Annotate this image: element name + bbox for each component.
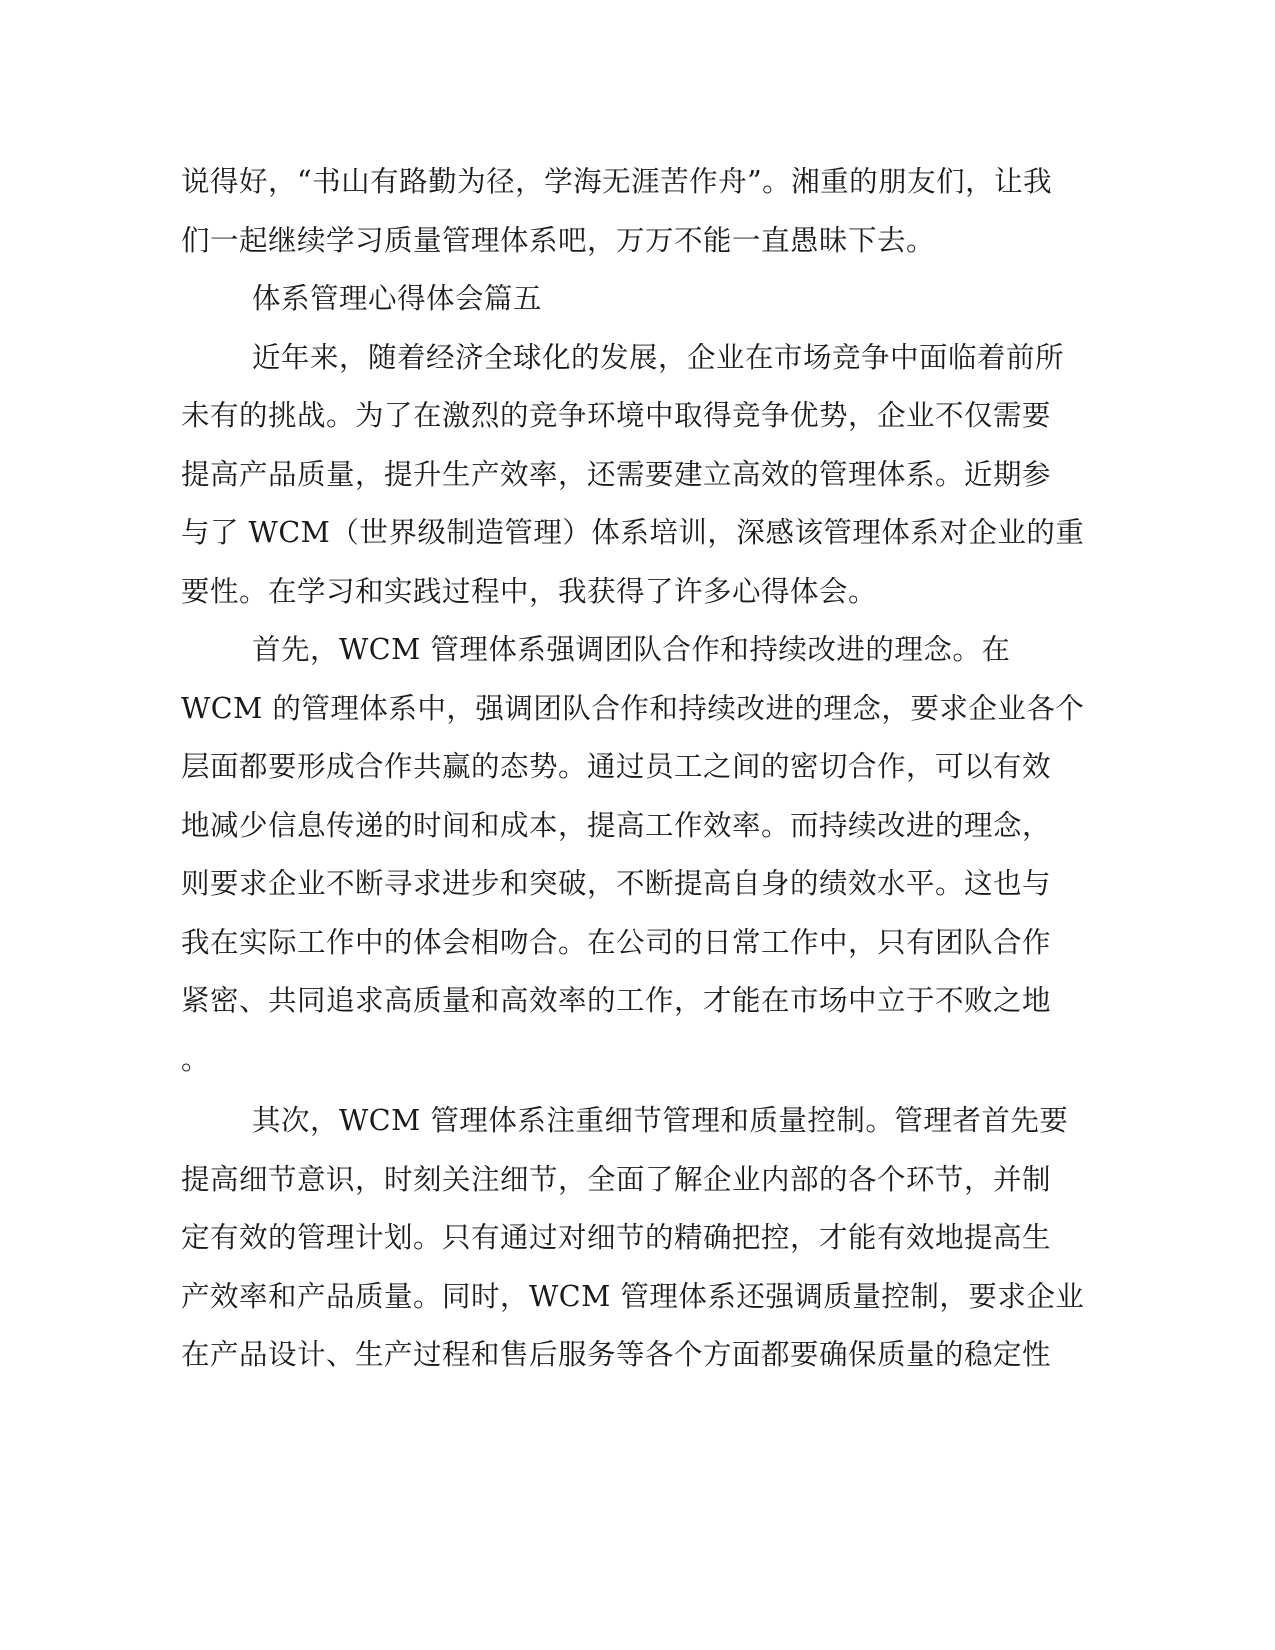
text-line: 要性。在学习和实践过程中，我获得了许多心得体会。 xyxy=(181,575,878,608)
text-line: 定有效的管理计划。只有通过对细节的精确把控，才能有效地提高生 xyxy=(181,1221,1052,1254)
text-line: 。 xyxy=(181,1043,211,1076)
text-line: 首先，WCM 管理体系强调团队合作和持续改进的理念。在 xyxy=(252,633,1011,666)
text-line: 产效率和产品质量。同时，WCM 管理体系还强调质量控制，要求企业 xyxy=(181,1280,1085,1313)
text-line: 地减少信息传递的时间和成本，提高工作效率。而持续改进的理念， xyxy=(181,809,1052,842)
text-line: WCM 的管理体系中，强调团队合作和持续改进的理念，要求企业各个 xyxy=(181,692,1085,725)
section-heading: 体系管理心得体会篇五 xyxy=(252,282,543,315)
text-line: 说得好，“书山有路勤为径，学海无涯苦作舟”。湘重的朋友们，让我 xyxy=(181,165,1053,198)
text-line: 层面都要形成合作共赢的态势。通过员工之间的密切合作，可以有效 xyxy=(181,750,1052,783)
text-line: 们一起继续学习质量管理体系吧，万万不能一直愚昧下去。 xyxy=(181,224,936,257)
text-line: 近年来，随着经济全球化的发展，企业在市场竞争中面临着前所 xyxy=(252,341,1065,374)
text-line: 提高细节意识，时刻关注细节，全面了解企业内部的各个环节，并制 xyxy=(181,1163,1052,1196)
text-line: 在产品设计、生产过程和售后服务等各个方面都要确保质量的稳定性 xyxy=(181,1338,1052,1371)
text-line: 提高产品质量，提升生产效率，还需要建立高效的管理体系。近期参 xyxy=(181,458,1052,491)
text-line: 紧密、共同追求高质量和高效率的工作，才能在市场中立于不败之地 xyxy=(181,984,1052,1017)
text-line: 其次，WCM 管理体系注重细节管理和质量控制。管理者首先要 xyxy=(252,1104,1069,1137)
text-line: 与了 WCM（世界级制造管理）体系培训，深感该管理体系对企业的重 xyxy=(181,516,1085,549)
text-line: 未有的挑战。为了在激烈的竞争环境中取得竞争优势，企业不仅需要 xyxy=(181,399,1052,432)
text-line: 则要求企业不断寻求进步和突破，不断提高自身的绩效水平。这也与 xyxy=(181,867,1052,900)
text-line: 我在实际工作中的体会相吻合。在公司的日常工作中，只有团队合作 xyxy=(181,926,1052,959)
